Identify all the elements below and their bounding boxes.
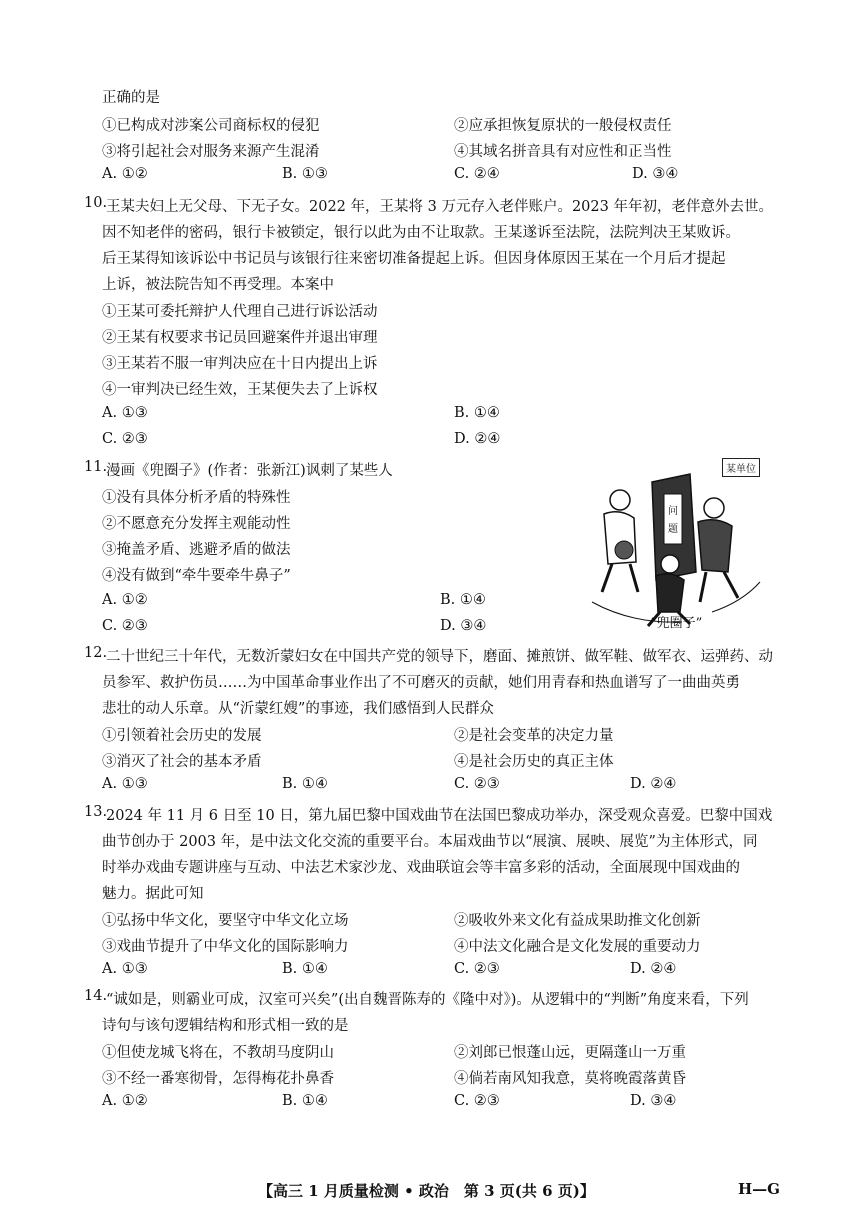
q13-stem-line: 魅力。据此可知 bbox=[102, 886, 204, 902]
q11-choice-d: D. ③④ bbox=[440, 618, 487, 634]
q14-choice-c: C. ②③ bbox=[454, 1093, 500, 1109]
q11-choice-b: B. ①④ bbox=[440, 592, 486, 608]
q11-option-2: ②不愿意充分发挥主观能动性 bbox=[102, 516, 291, 532]
cartoon-sign-char: 题 bbox=[668, 524, 678, 535]
cartoon-illustration bbox=[572, 452, 772, 632]
q12-choice-d: D. ②④ bbox=[630, 776, 677, 792]
q9-option-3: ③将引起社会对服务来源产生混淆 bbox=[102, 144, 320, 160]
q14-option-3: ③不经一番寒彻骨，怎得梅花扑鼻香 bbox=[102, 1071, 334, 1087]
q12-choices bbox=[102, 776, 702, 798]
q9-choice-c: C. ②④ bbox=[454, 166, 500, 182]
q11-option-1: ①没有具体分析矛盾的特殊性 bbox=[102, 490, 291, 506]
q10-option-4: ④一审判决已经生效，王某便失去了上诉权 bbox=[102, 382, 378, 398]
q12-options-row2 bbox=[102, 750, 722, 772]
q12-options-row1 bbox=[102, 724, 722, 746]
q12-stem-line: 二十世纪三十年代，无数沂蒙妇女在中国共产党的领导下，磨面、摊煎饼、做军鞋、做军衣、运弹药、动 bbox=[106, 649, 773, 665]
q12-stem-line: 悲壮的动人乐章。从“沂蒙红嫂”的事迹，我们感悟到人民群众 bbox=[102, 701, 494, 717]
footer-text: 【高三 1 月质量检测 • 政治 第 3 页(共 6 页)】 bbox=[258, 1182, 595, 1200]
q9-option-4: ④其域名拼音具有对应性和正当性 bbox=[454, 144, 672, 160]
q12-option-3: ③消灭了社会的基本矛盾 bbox=[102, 754, 262, 770]
q12-option-4: ④是社会历史的真正主体 bbox=[454, 754, 614, 770]
q10-option-1: ①王某可委托辩护人代理自己进行诉讼活动 bbox=[102, 304, 378, 320]
q14-option-2: ②刘郎已恨蓬山远，更隔蓬山一万重 bbox=[454, 1045, 686, 1061]
q9-option-2: ②应承担恢复原状的一般侵权责任 bbox=[454, 118, 672, 134]
q12-choice-c: C. ②③ bbox=[454, 776, 500, 792]
q9-choices bbox=[102, 166, 702, 188]
q13-options-row1 bbox=[102, 909, 722, 931]
q10-number: 10. bbox=[84, 195, 108, 211]
q13-stem-line: 曲节创办于 2003 年，是中法文化交流的重要平台。本届戏曲节以“展演、展映、展览”为主体形式，同 bbox=[102, 834, 758, 850]
q12-option-2: ②是社会变革的决定力量 bbox=[454, 728, 614, 744]
q14-option-1: ①但使龙城飞将在，不教胡马度阴山 bbox=[102, 1045, 334, 1061]
q10-stem-line: 王某夫妇上无父母、下无子女。2022 年，王某将 3 万元存入老伴账户。2023 年年初，老伴意外去世。 bbox=[106, 199, 773, 215]
q9-choice-d: D. ③④ bbox=[632, 166, 679, 182]
q13-option-1: ①弘扬中华文化，要坚守中华文化立场 bbox=[102, 913, 349, 929]
q14-options-row1 bbox=[102, 1041, 722, 1063]
q10-choices-row2 bbox=[102, 431, 722, 453]
q11-stem: 漫画《兜圈子》(作者：张新江)讽刺了某些人 bbox=[106, 463, 393, 479]
q14-choices bbox=[102, 1093, 702, 1115]
q11-number: 11. bbox=[84, 459, 108, 475]
q14-choice-a: A. ①② bbox=[102, 1093, 148, 1109]
q14-option-4: ④倘若南风知我意，莫将晚霞落黄昏 bbox=[454, 1071, 686, 1087]
q13-choice-a: A. ①③ bbox=[102, 961, 148, 977]
q12-number: 12. bbox=[84, 645, 108, 661]
q13-choice-c: C. ②③ bbox=[454, 961, 500, 977]
q13-stem-line: 时举办戏曲专题讲座与互动、中法艺术家沙龙、戏曲联谊会等丰富多彩的活动，全面展现中国戏曲的 bbox=[102, 860, 740, 876]
q10-stem-line: 上诉，被法院告知不再受理。本案中 bbox=[102, 277, 334, 293]
q13-number: 13. bbox=[84, 804, 108, 820]
q12-choice-a: A. ①③ bbox=[102, 776, 148, 792]
q10-choices-row1 bbox=[102, 405, 722, 427]
q10-stem-line: 因不知老伴的密码，银行卡被锁定，银行以此为由不让取款。王某遂诉至法院，法院判决王某败诉。 bbox=[102, 225, 740, 241]
q11-option-4: ④没有做到“牵牛要牵牛鼻子” bbox=[102, 568, 291, 584]
q13-choices bbox=[102, 961, 702, 983]
q14-stem-line: 诗句与该句逻辑结构和形式相一致的是 bbox=[102, 1018, 349, 1034]
cartoon-tag: 某单位 bbox=[722, 458, 760, 477]
page-footer bbox=[0, 1180, 867, 1204]
q14-options-row2 bbox=[102, 1067, 722, 1089]
q13-stem-line: 2024 年 11 月 6 日至 10 日，第九届巴黎中国戏曲节在法国巴黎成功举办，深受观众喜爱。巴黎中国戏 bbox=[106, 808, 773, 824]
q12-option-1: ①引领着社会历史的发展 bbox=[102, 728, 262, 744]
q14-stem-line: “诚如是，则霸业可成，汉室可兴矣”(出自魏晋陈寿的《隆中对》)。从逻辑中的“判断”角度来看，下列 bbox=[106, 992, 749, 1008]
q13-options-row2 bbox=[102, 935, 722, 957]
q12-stem-line: 员参军、救护伤员……为中国革命事业作出了不可磨灭的贡献，她们用青春和热血谱写了一曲曲英勇 bbox=[102, 675, 740, 691]
q9-choice-a: A. ①② bbox=[102, 166, 148, 182]
q13-option-2: ②吸收外来文化有益成果助推文化创新 bbox=[454, 913, 701, 929]
q13-choice-d: D. ②④ bbox=[630, 961, 677, 977]
q9-options-row2 bbox=[102, 140, 722, 162]
q11-choice-a: A. ①② bbox=[102, 592, 148, 608]
footer-code: H—G bbox=[738, 1180, 780, 1198]
q11-option-3: ③掩盖矛盾、逃避矛盾的做法 bbox=[102, 542, 291, 558]
q14-number: 14. bbox=[84, 988, 108, 1004]
q10-choice-b: B. ①④ bbox=[454, 405, 500, 421]
q13-option-3: ③戏曲节提升了中华文化的国际影响力 bbox=[102, 939, 349, 955]
q9-stem-tail: 正确的是 bbox=[102, 90, 160, 106]
q9-option-1: ①已构成对涉案公司商标权的侵犯 bbox=[102, 118, 320, 134]
q12-choice-b: B. ①④ bbox=[282, 776, 328, 792]
q10-choice-d: D. ②④ bbox=[454, 431, 501, 447]
q13-option-4: ④中法文化融合是文化发展的重要动力 bbox=[454, 939, 701, 955]
q9-options-row1 bbox=[102, 114, 722, 136]
q10-option-2: ②王某有权要求书记员回避案件并退出审理 bbox=[102, 330, 378, 346]
q10-choice-a: A. ①③ bbox=[102, 405, 148, 421]
q9-choice-b: B. ①③ bbox=[282, 166, 328, 182]
q10-option-3: ③王某若不服一审判决应在十日内提出上诉 bbox=[102, 356, 378, 372]
cartoon-sign-char: 问 bbox=[668, 506, 678, 517]
q14-choice-b: B. ①④ bbox=[282, 1093, 328, 1109]
q10-stem-line: 后王某得知该诉讼中书记员与该银行往来密切准备提起上诉。但因身体原因王某在一个月后才提起 bbox=[102, 251, 726, 267]
q14-choice-d: D. ③④ bbox=[630, 1093, 677, 1109]
q11-choice-c: C. ②③ bbox=[102, 618, 148, 634]
cartoon-caption: “兜圈子” bbox=[650, 616, 703, 631]
q13-choice-b: B. ①④ bbox=[282, 961, 328, 977]
q10-choice-c: C. ②③ bbox=[102, 431, 148, 447]
